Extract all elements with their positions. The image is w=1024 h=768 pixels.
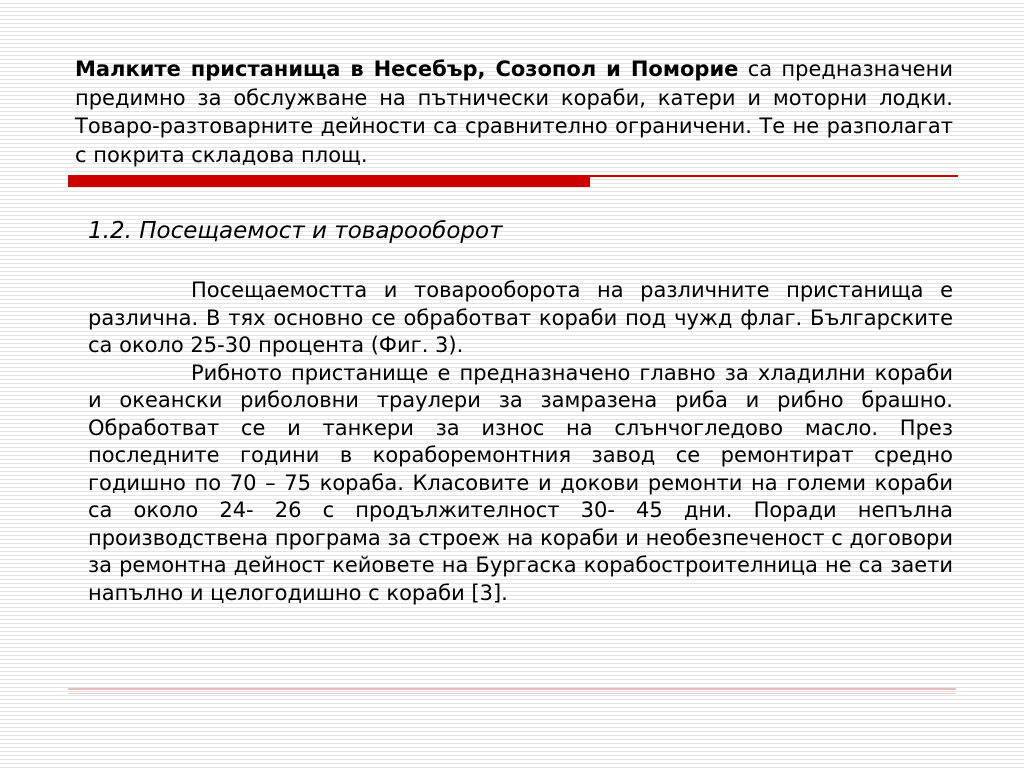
intro-paragraph — [75, 55, 953, 169]
section-body — [88, 277, 953, 607]
intro-text: са предназначени предимно за обслужване на пътнически кораби, катери и моторни лодки. Товаро-разтоварните дейности са сравнително ограничени. Те не разполагат с покрита складова площ. — [75, 57, 953, 167]
body-paragraph-2: Рибното пристанище е предназначено главно за хладилни кораби и океански риболовни траулери за замразена риба и рибно брашно. Обработват се и танкери за износ на слънчогледово масло. През последните години в кораборемонтния завод се ремонтират средно годишно по 70 – 75 кораба. Класовите и докови ремонти на големи кораби са около 24- 26 с продължителност 30- 45 дни. Поради непълна производствена програма за строеж на кораби и необезпеченост с договори за ремонтна дейност кейовете на Бургаска корабостроителница не са заети напълно и целогодишно с кораби [3]. — [88, 360, 953, 605]
footer-divider — [68, 688, 956, 690]
red-divider-line — [590, 175, 958, 177]
section-heading: 1.2. Посещаемост и товарооборот — [88, 218, 503, 244]
body-paragraph-1: Посещаемостта и товарооборота на различните пристанища е различна. В тях основно се обработват кораби под чужд флаг. Българските са около 25-30 процента (Фиг. 3). — [88, 278, 953, 357]
footer-divider-thin — [68, 693, 956, 694]
intro-bold-lead: Малките пристанища в Несебър, Созопол и Поморие — [75, 57, 739, 81]
red-divider-bar — [68, 175, 590, 187]
